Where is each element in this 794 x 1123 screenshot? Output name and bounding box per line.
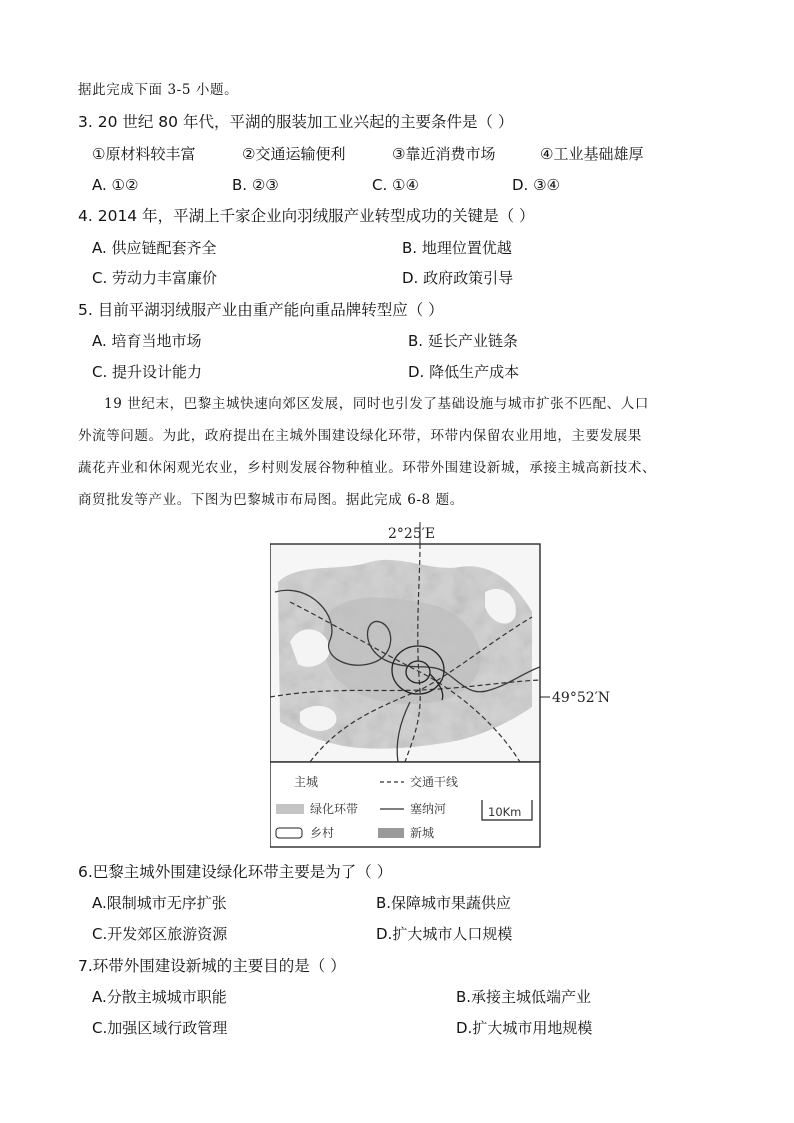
q4-option-b: B. 地理位置优越: [402, 239, 512, 257]
q7-option-a: A.分散主城城市职能: [92, 988, 227, 1006]
q4-option-d: D. 政府政策引导: [402, 269, 514, 287]
q3-option-d: D. ③④: [512, 176, 560, 194]
question-3-stem: 3. 20 世纪 80 年代，平湖的服装加工业兴起的主要条件是（ ）: [78, 113, 514, 131]
q3-option-a: A. ①②: [92, 176, 139, 194]
q5-option-b: B. 延长产业链条: [408, 332, 518, 350]
legend-green-belt-swatch: [276, 804, 304, 814]
passage-line-4: 商贸批发等产业。下图为巴黎城市布局图。据此完成 6-8 题。: [78, 492, 464, 508]
q3-option-c: C. ①④: [372, 176, 419, 194]
q6-option-b: B.保障城市果蔬供应: [376, 894, 512, 912]
legend-new-town-swatch: [378, 828, 404, 838]
question-5-stem: 5. 目前平湖羽绒服产业由重产能向重品牌转型应（ ）: [78, 301, 444, 319]
q5-option-c: C. 提升设计能力: [92, 363, 203, 381]
q6-option-c: C.开发郊区旅游资源: [92, 925, 228, 943]
q7-option-c: C.加强区域行政管理: [92, 1019, 228, 1037]
question-6-stem: 6.巴黎主城外围建设绿化环带主要是为了（ ）: [78, 863, 393, 881]
q3-item-2: ②交通运输便利: [242, 145, 346, 163]
longitude-label: 2°25′E: [388, 526, 436, 542]
legend-new-town: 新城: [410, 826, 435, 840]
q5-option-d: D. 降低生产成本: [408, 363, 520, 381]
q4-option-a: A. 供应链配套齐全: [92, 239, 217, 257]
passage-line-1: 19 世纪末，巴黎主城快速向郊区发展，同时也引发了基础设施与城市扩张不匹配、人口: [104, 396, 649, 412]
legend-main-city: 主城: [294, 775, 319, 789]
intro-text: 据此完成下面 3-5 小题。: [78, 82, 239, 98]
q5-option-a: A. 培育当地市场: [92, 332, 202, 350]
paris-city-layout-map: [270, 522, 620, 852]
question-4-stem: 4. 2014 年，平湖上千家企业向羽绒服产业转型成功的关键是（ ）: [78, 207, 535, 225]
passage-line-3: 蔬花卉业和休闲观光农业，乡村则发展谷物种植业。环带外围建设新城，承接主城高新技术、: [78, 460, 657, 476]
q6-option-a: A.限制城市无序扩张: [92, 894, 227, 912]
q4-option-c: C. 劳动力丰富廉价: [92, 269, 218, 287]
passage-line-2: 外流等问题。为此，政府提出在主城外围建设绿化环带，环带内保留农业用地，主要发展果: [78, 428, 642, 444]
q3-option-b: B. ②③: [232, 176, 279, 194]
q3-item-1: ①原材料较丰富: [92, 145, 196, 163]
legend-seine: 塞纳河: [410, 802, 447, 816]
q7-option-d: D.扩大城市用地规模: [456, 1019, 593, 1037]
legend-traffic: 交通干线: [410, 775, 459, 789]
q3-item-4: ④工业基础雄厚: [540, 145, 644, 163]
latitude-label: 49°52′N: [552, 690, 611, 706]
q6-option-d: D.扩大城市人口规模: [376, 925, 513, 943]
legend-village: 乡村: [310, 826, 335, 840]
q3-item-3: ③靠近消费市场: [392, 145, 496, 163]
question-7-stem: 7.环带外围建设新城的主要目的是（ ）: [78, 957, 346, 975]
scale-label: 10Km: [488, 805, 522, 819]
legend-village-swatch: [276, 828, 302, 838]
legend-green-belt: 绿化环带: [310, 802, 359, 816]
q7-option-b: B.承接主城低端产业: [456, 988, 592, 1006]
